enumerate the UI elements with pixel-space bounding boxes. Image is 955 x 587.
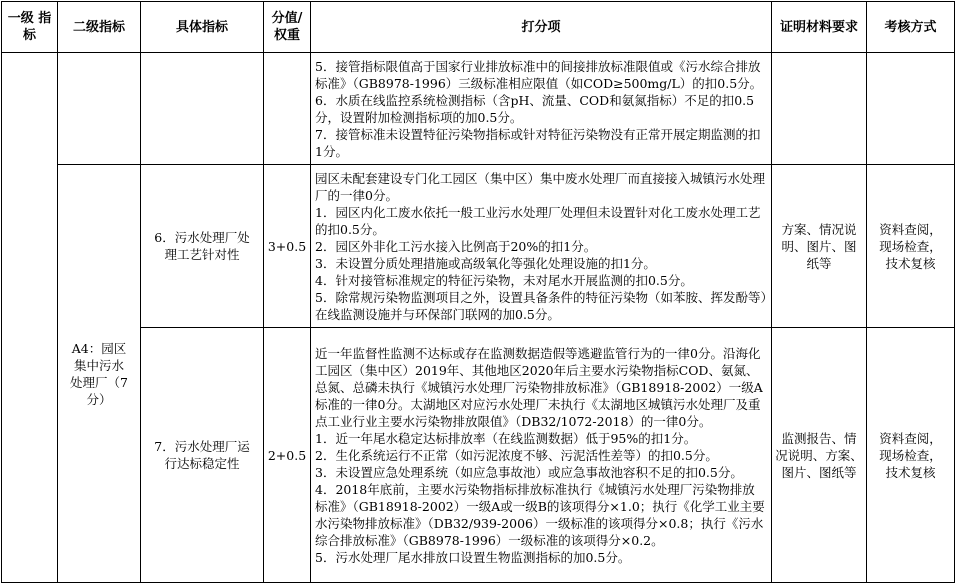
- scoring-cell: 近一年监督性监测不达标或存在监测数据造假等逃避监管行为的一律0分。沿海化工园区（集中区）2019年、其他地区2020年后主要水污染物指标COD、氨氮、总氮、总磷未执行《城镇污水处理厂污染物排放标准》（GB18918-2002）一级A标准的一律0分。太湖地区对应污水处理厂未执行《太湖地区城镇污水处理厂及重点工业行业主要水污染物排放限值》（DB32/1072-2018）的一律0分。 1．近一年尾水稳定达标排放率（在线监测数据）低于95%的扣1分。 2．生化系统运行不正常（如污泥浓度不够、污泥活性差等）的扣0.5分。 3．未设置应急处理系统（如应急事故池）或应急事故池容积不足的扣0.5分。 4．2018年底前，主要水污染物指标排放标准执行《城镇污水处理厂污染物排放标准》（GB18918-2002）一级A或一级B的该项得分×1.0；执行《化学工业主要水污染物排放标准》（DB32/939-2006）一级标准的该项得分×0.8；执行《污水综合排放标准》（GB8978-1996）一级标准的该项得分×0.2。 5．污水处理厂尾水排放口设置生物监测指标的加0.5分。: [311, 328, 772, 583]
- table-row: [2, 53, 955, 165]
- table-row: [2, 165, 955, 328]
- header-secondary-indicator: 二级指标: [58, 2, 141, 53]
- header-scoring-items: 打分项: [311, 2, 772, 53]
- header-method: 考核方式: [867, 2, 955, 53]
- secondary-indicator-cell: [58, 53, 141, 165]
- evidence-cell: 方案、情况说 明、图片、图 纸等: [772, 165, 867, 328]
- header-row: [2, 2, 955, 53]
- score-cell: 2+0.5: [264, 328, 311, 583]
- table-row: [2, 328, 955, 583]
- header-specific-indicator: 具体指标: [141, 2, 264, 53]
- method-cell: 资料查阅， 现场检查， 技术复核: [867, 328, 955, 583]
- primary-indicator-cell: [2, 53, 58, 583]
- evidence-cell: 监测报告、情 况说明、方案、 图片、图纸等: [772, 328, 867, 583]
- score-cell: 3+0.5: [264, 165, 311, 328]
- scoring-cell: 园区未配套建设专门化工园区（集中区）集中废水处理厂而直接接入城镇污水处理厂的一律0分。 1．园区内化工废水依托一般工业污水处理厂处理但未设置针对化工废水处理工艺的扣0.5分。 2．园区外非化工污水接入比例高于20%的扣1分。 3．未设置分质处理措施或高级氧化等强化处理设施的扣1分。 4．针对接管标准规定的特征污染物，未对尾水开展监测的扣0.5分。 5．除常规污染物监测项目之外，设置具备条件的特征污染物（如苯胺、挥发酚等）在线监测设施并与环保部门联网的加0.5分。: [311, 165, 772, 328]
- header-evidence: 证明材料要求: [772, 2, 867, 53]
- scoring-cell: 5．接管指标限值高于国家行业排放标准中的间接排放标准限值或《污水综合排放标准》（GB8978-1996）三级标准相应限值（如COD≥500mg/L）的扣0.5分。 6．水质在线监控系统检测指标（含pH、流量、COD和氨氮指标）不足的扣0.5分，设置附加检测指标项的加0.5分。 7．接管标准未设置特征污染物指标或针对特征污染物没有正常开展定期监测的扣1分。: [311, 53, 772, 165]
- method-cell: [867, 53, 955, 165]
- score-cell: [264, 53, 311, 165]
- evidence-cell: [772, 53, 867, 165]
- header-primary-indicator: 一级 指标: [2, 2, 58, 53]
- method-cell: 资料查阅， 现场检查， 技术复核: [867, 165, 955, 328]
- evaluation-table: [1, 1, 955, 583]
- indicator-cell: 7．污水处理厂运 行达标稳定性: [141, 328, 264, 583]
- indicator-cell: [141, 53, 264, 165]
- header-score-weight: 分值/ 权重: [264, 2, 311, 53]
- secondary-indicator-cell: A4：园区 集中污水 处理厂（7 分）: [58, 165, 141, 583]
- indicator-cell: 6．污水处理厂处 理工艺针对性: [141, 165, 264, 328]
